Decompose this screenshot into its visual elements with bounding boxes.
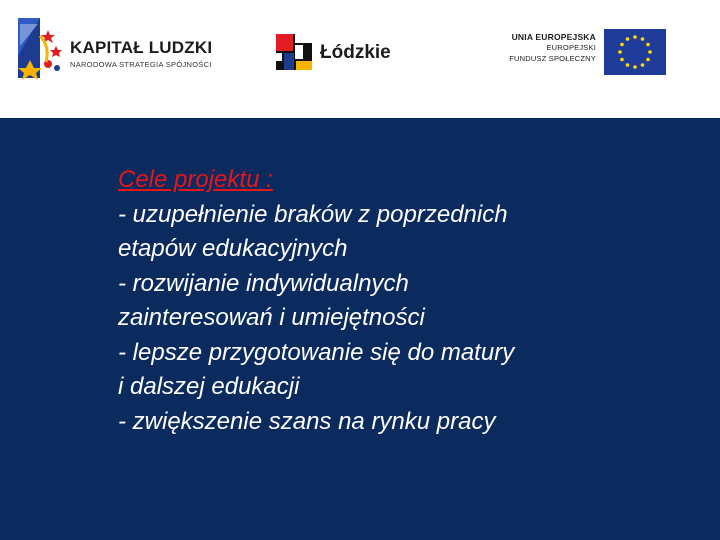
goals-heading: Cele projektu : [118,166,273,193]
lodzkie-emblem-icon [276,34,312,70]
eu-text [509,32,596,64]
goal-line: - rozwijanie indywidualnych [118,269,409,297]
goal-line: zainteresowań i umiejętności [118,304,425,331]
logo-header [0,0,720,118]
goal-line: - zwiększenie szans na rynku pracy [118,407,496,435]
goal-line: - lepsze przygotowanie się do matury [118,338,515,366]
eu-logo [506,28,668,78]
kapital-ludzki-logo [10,16,230,80]
kapital-ludzki-title: KAPITAŁ LUDZKI [70,38,213,57]
kapital-ludzki-subtitle: NARODOWA STRATEGIA SPÓJNOŚCI [70,60,212,69]
eu-union-label: UNIA EUROPEJSKA [511,32,596,42]
eu-flag-icon [604,29,666,75]
lodzkie-logo [276,30,416,76]
goals-text-block [118,163,678,439]
lodzkie-label: Łódzkie [320,42,391,63]
eu-fund-label-2: FUNDUSZ SPOŁECZNY [509,54,596,63]
goal-line: etapów edukacyjnych [118,235,348,262]
goal-line: i dalszej edukacji [118,373,300,400]
goal-line: - uzupełnienie braków z poprzednich [118,200,508,228]
kapital-ludzki-emblem-icon [10,16,66,80]
eu-fund-label-1: EUROPEJSKI [546,43,596,52]
